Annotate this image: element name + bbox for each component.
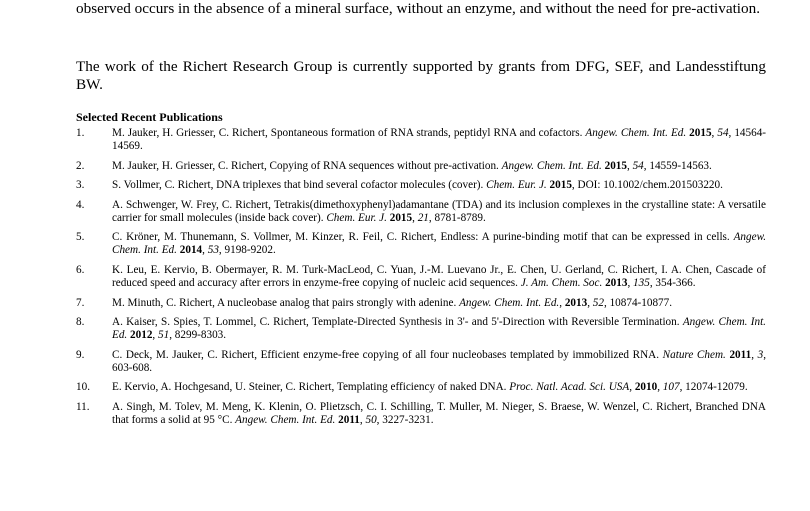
publication-citation xyxy=(112,231,766,257)
citation-text: M. Jauker, H. Griesser, C. Richert, Copying of RNA sequences without pre-activation. xyxy=(112,159,502,172)
citation-text: M. Minuth, C. Richert, A nucleobase analog that pairs strongly with adenine. xyxy=(112,296,460,309)
citation-text: , xyxy=(627,276,634,289)
publication-citation xyxy=(112,401,766,427)
citation-text: M. Jauker, H. Griesser, C. Richert, Spontaneous formation of RNA strands, peptidyl RNA and cofactors. xyxy=(112,127,586,139)
citation-text: , 8781-8789. xyxy=(428,211,486,224)
citation-italic: 51 xyxy=(158,329,170,342)
citation-text: C. Kröner, M. Thunemann, S. Vollmer, M. Kinzer, R. Feil, C. Richert, Endless: A purine-binding motif that can be expressed in cells. xyxy=(112,231,734,244)
citation-year: 2015 xyxy=(549,179,572,192)
citation-text: E. Kervio, A. Hochgesand, U. Steiner, C. Richert, Templating efficiency of naked DNA. xyxy=(112,381,510,394)
citation-text: S. Vollmer, C. Richert, DNA triplexes that bind several cofactor molecules (cover). xyxy=(112,179,487,192)
citation-italic: 50 xyxy=(365,413,377,426)
citation-text: A. Kaiser, S. Spies, T. Lommel, C. Richert, Template-Directed Synthesis in 3'- and 5'-Direction with Reversible Termination. xyxy=(112,316,683,329)
citation-text: , 3227-3231. xyxy=(376,413,434,426)
citation-italic: J. Am. Chem. Soc. xyxy=(520,276,603,289)
publication-citation xyxy=(112,297,766,310)
citation-italic: 3 xyxy=(757,348,764,361)
citation-text: , 9198-9202. xyxy=(218,244,276,257)
citation-text: , xyxy=(587,296,593,309)
publication-citation xyxy=(112,199,766,225)
citation-text: , xyxy=(202,244,208,257)
publication-item xyxy=(76,381,766,394)
citation-year: 2013 xyxy=(564,296,588,309)
publication-number: 7. xyxy=(76,296,85,309)
publication-item xyxy=(76,127,766,153)
citation-italic: Chem. Eur. J. xyxy=(326,211,387,224)
publication-item xyxy=(76,401,766,427)
publication-citation xyxy=(112,179,766,192)
citation-text: , xyxy=(657,381,663,394)
publication-item xyxy=(76,160,766,173)
citation-italic: Angew. Chem. Int. Ed. xyxy=(459,296,560,309)
publication-item xyxy=(76,264,766,290)
publication-number: 8. xyxy=(76,316,85,329)
citation-year: 2014 xyxy=(179,244,203,257)
publication-number: 2. xyxy=(76,159,85,172)
citation-italic: 107 xyxy=(662,381,680,394)
publication-item xyxy=(76,179,766,192)
publication-list xyxy=(76,127,766,434)
citation-text: , 14564-14569. xyxy=(112,127,767,152)
citation-italic: 21 xyxy=(417,211,429,224)
citation-year: 2013 xyxy=(605,276,628,289)
citation-text: , 10874-10877. xyxy=(603,296,673,309)
citation-text: , DOI: 10.1002/chem.201503220. xyxy=(571,179,723,192)
citation-text: A. Schwenger, W. Frey, C. Richert, Tetrakis(dimethoxyphenyl)adamantane (TDA) and its inclusion complexes in the crystalline state: A versatile carrier for small molecules (inside back cover). xyxy=(112,198,766,224)
publication-number: 3. xyxy=(76,179,85,192)
citation-text: , xyxy=(559,296,565,309)
intro-paragraph-continued: observed occurs in the absence of a mineral surface, without an enzyme, and without the need for pre-activation. xyxy=(76,0,761,17)
publication-number: 4. xyxy=(76,198,85,211)
citation-text: , xyxy=(751,348,758,361)
citation-italic: Chem. Eur. J. xyxy=(486,179,547,192)
publication-citation xyxy=(112,316,766,342)
citation-year: 2015 xyxy=(689,127,712,139)
publication-number: 10. xyxy=(76,381,90,394)
citation-text: , 8299-8303. xyxy=(169,329,227,342)
citation-text: , 603-608. xyxy=(112,348,767,374)
citation-italic: Angew. Chem. Int. Ed. xyxy=(112,231,766,257)
citation-text: , xyxy=(152,329,158,342)
citation-year: 2012 xyxy=(130,329,153,342)
citation-italic: 52 xyxy=(592,296,604,309)
citation-text: , 354-366. xyxy=(649,276,696,289)
publication-citation xyxy=(112,349,766,375)
citation-italic: 135 xyxy=(633,276,650,289)
citation-italic: 54 xyxy=(717,127,729,139)
citation-year: 2010 xyxy=(634,381,658,394)
publication-number: 11. xyxy=(76,400,90,413)
publication-number: 6. xyxy=(76,263,85,276)
citation-italic: 54 xyxy=(632,159,644,172)
citation-year: 2015 xyxy=(604,159,627,172)
publication-number: 9. xyxy=(76,348,85,361)
citation-text: , 12074-12079. xyxy=(679,381,748,394)
publication-item xyxy=(76,316,766,342)
citation-text: , xyxy=(359,413,366,426)
citation-year: 2011 xyxy=(729,348,752,361)
citation-italic: Angew. Chem. Int. Ed. xyxy=(112,316,766,342)
citation-italic: Angew. Chem. Int. Ed. xyxy=(585,127,687,139)
publication-citation xyxy=(112,160,766,173)
publication-citation xyxy=(112,264,766,290)
funding-paragraph: The work of the Richert Research Group is currently supported by grants from DFG, SEF, and Landesstiftung BW. xyxy=(76,58,766,93)
citation-text: , xyxy=(626,159,633,172)
citation-year: 2015 xyxy=(389,211,413,224)
publication-number: 5. xyxy=(76,231,85,244)
publication-item xyxy=(76,297,766,310)
publication-citation xyxy=(112,381,766,394)
citation-year: 2011 xyxy=(338,413,360,426)
citation-italic: Angew. Chem. Int. Ed. xyxy=(235,413,336,426)
citation-italic: Angew. Chem. Int. Ed. xyxy=(501,159,602,172)
citation-italic: Proc. Natl. Acad. Sci. USA, xyxy=(509,381,633,394)
citation-italic: Nature Chem. xyxy=(662,348,726,361)
publication-item xyxy=(76,349,766,375)
publication-citation xyxy=(112,127,766,153)
publication-item xyxy=(76,199,766,225)
citation-text: C. Deck, M. Jauker, C. Richert, Efficient enzyme-free copying of all four nucleobases templated by immobilized RNA. xyxy=(112,348,663,361)
citation-text: , xyxy=(711,127,718,139)
citation-text: , xyxy=(412,211,418,224)
citation-text: , 14559-14563. xyxy=(643,159,712,172)
publications-heading: Selected Recent Publications xyxy=(76,110,223,124)
publication-number: 1. xyxy=(76,127,85,139)
publication-item xyxy=(76,231,766,257)
citation-text: A. Singh, M. Tolev, M. Meng, K. Klenin, O. Plietzsch, C. I. Schilling, T. Muller, M. Nieger, S. Braese, W. Wenzel, C. Richert, Branched DNA that forms a solid at 95 °C. xyxy=(112,400,766,426)
citation-text: K. Leu, E. Kervio, B. Obermayer, R. M. Turk-MacLeod, C. Yuan, J.-M. Luevano Jr., E. Chen, U. Gerland, C. Richert, I. A. Chen, Cascade of reduced speed and accuracy after errors in enzyme-free copying of nucleic acid sequences. xyxy=(112,263,766,289)
citation-italic: 53 xyxy=(207,244,219,257)
